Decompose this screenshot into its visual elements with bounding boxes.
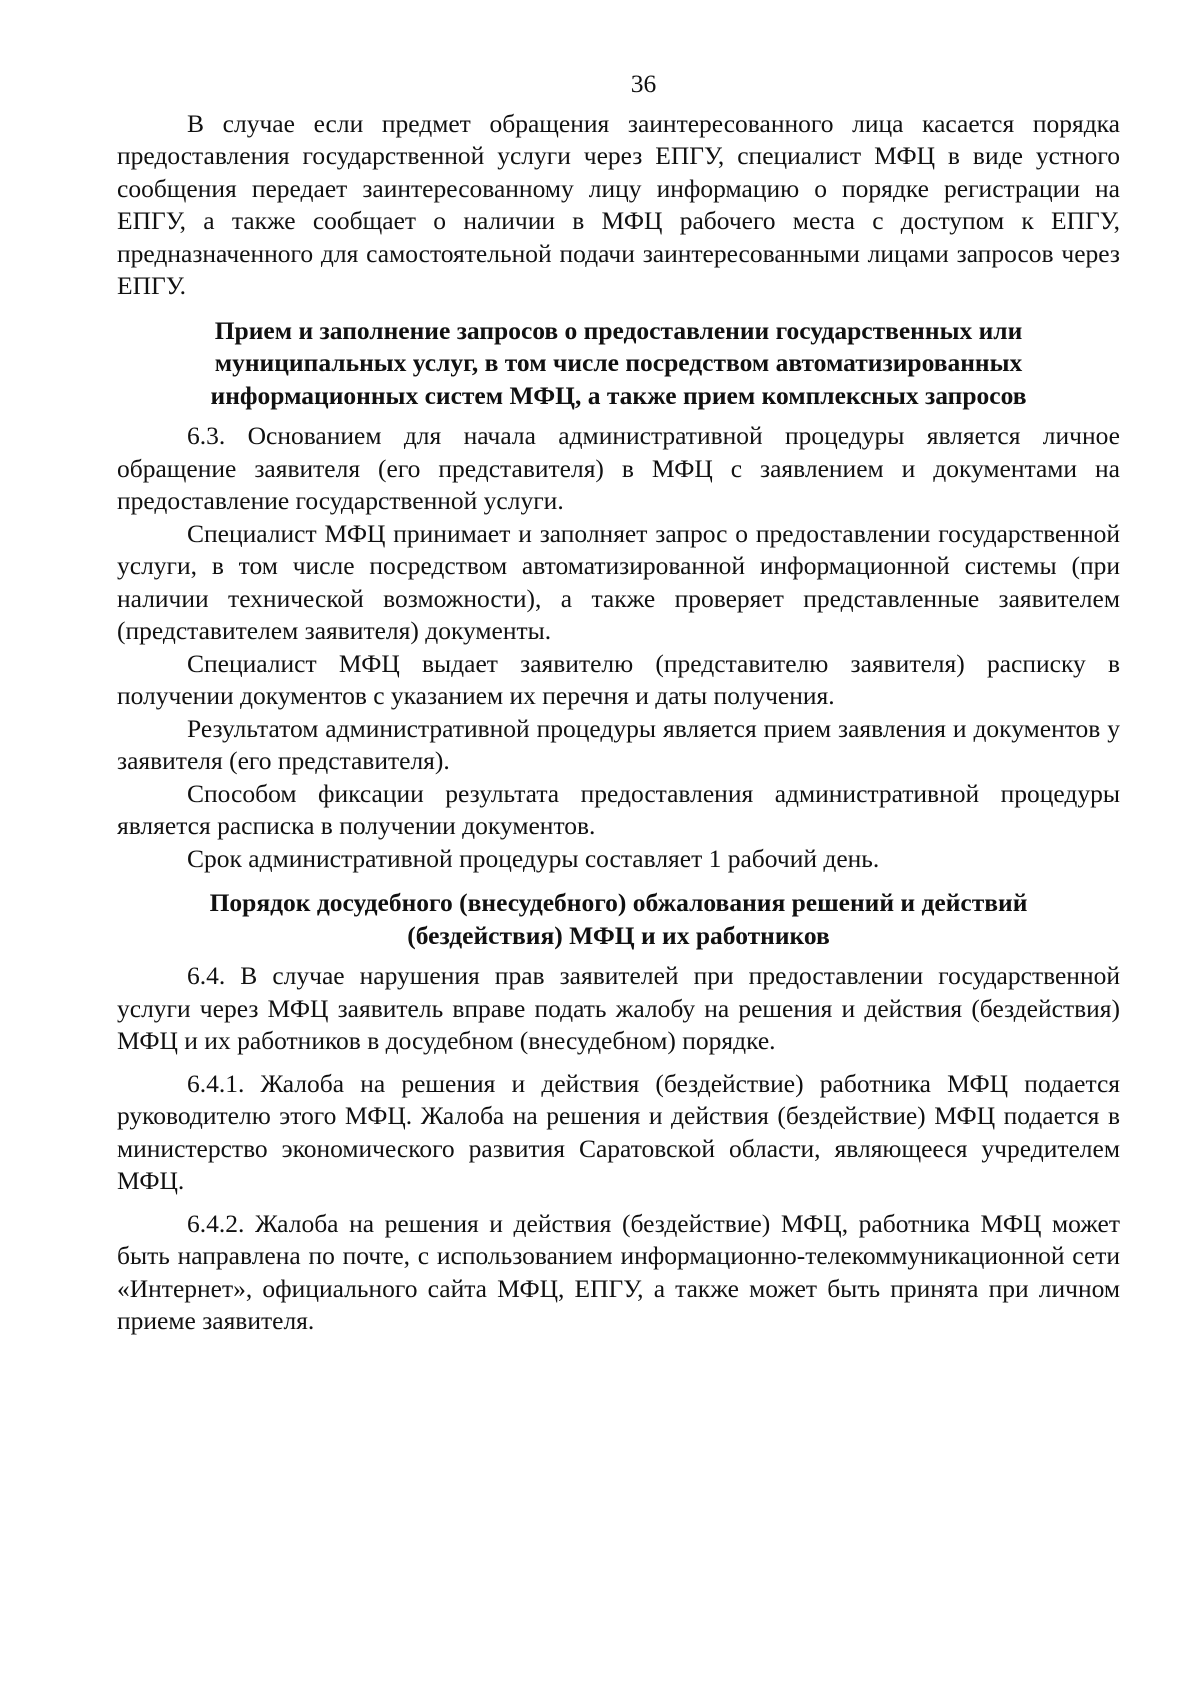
heading-line: Порядок досудебного (внесудебного) обжалования решений и действий <box>209 888 1028 917</box>
paragraph-epgu-info: В случае если предмет обращения заинтересованного лица касается порядка предоставления государственной услуги через ЕПГУ, специалист МФЦ в виде устного сообщения передает заинтересованному лицу информацию о порядке регистрации на ЕПГУ, а также сообщает о наличии в МФЦ рабочего места с доступом к ЕПГУ, предназначенного для самостоятельной подачи заинтересованными лицами запросов через ЕПГУ. <box>117 108 1120 300</box>
heading-line: муниципальных услуг, в том числе посредством автоматизированных <box>214 348 1023 377</box>
paragraph-6-4-1: 6.4.1. Жалоба на решения и действия (бездействие) работника МФЦ подается руководителю этого МФЦ. Жалоба на решения и действия (бездействие) МФЦ подается в министерство экономического развития Саратовской области, являющееся учредителем МФЦ. <box>117 1068 1120 1195</box>
paragraph-specialist-receipt: Специалист МФЦ выдает заявителю (представителю заявителя) расписку в получении документов с указанием их перечня и даты получения. <box>117 648 1120 710</box>
paragraph-spacer <box>117 1198 1120 1208</box>
paragraph-6-4: 6.4. В случае нарушения прав заявителей при предоставлении государственной услуги через МФЦ заявитель вправе подать жалобу на решения и действия (бездействия) МФЦ и их работников в досудебном (внесудебном) порядке. <box>117 961 1120 1055</box>
page-number: 36 <box>630 69 657 98</box>
heading-line: информационных систем МФЦ, а также прием комплексных запросов <box>210 380 1027 410</box>
paragraph-term: Срок административной процедуры составляет 1 рабочий день. <box>187 843 880 873</box>
heading-line: Прием и заполнение запросов о предоставлении государственных или <box>214 315 1023 345</box>
section-heading-appeal-procedure <box>117 887 1120 952</box>
paragraph-6-4-2: 6.4.2. Жалоба на решения и действия (бездействие) МФЦ, работника МФЦ может быть направлена по почте, с использованием информационно-телекоммуникационной сети «Интернет», официального сайта МФЦ, ЕПГУ, а также может быть принята при личном приеме заявителя. <box>117 1208 1120 1335</box>
heading-line: (бездействия) МФЦ и их работников <box>407 920 830 950</box>
paragraph-spacer <box>117 1058 1120 1068</box>
paragraph-specialist-accepts: Специалист МФЦ принимает и заполняет запрос о предоставлении государственной услуги, в том числе посредством автоматизированной информационной системы (при наличии технической возможности), а также проверяет представленные заявителем (представителем заявителя) документы. <box>117 518 1120 645</box>
document-page <box>117 68 1120 1338</box>
paragraph-result: Результатом административной процедуры является прием заявления и документов у заявителя (его представителя). <box>117 713 1120 775</box>
paragraph-fixation-method: Способом фиксации результата предоставления административной процедуры является расписка в получении документов. <box>117 778 1120 840</box>
paragraph-6-3: 6.3. Основанием для начала административной процедуры является личное обращение заявителя (его представителя) в МФЦ с заявлением и документами на предоставление государственной услуги. <box>117 421 1120 515</box>
section-heading-request-intake <box>117 315 1120 413</box>
